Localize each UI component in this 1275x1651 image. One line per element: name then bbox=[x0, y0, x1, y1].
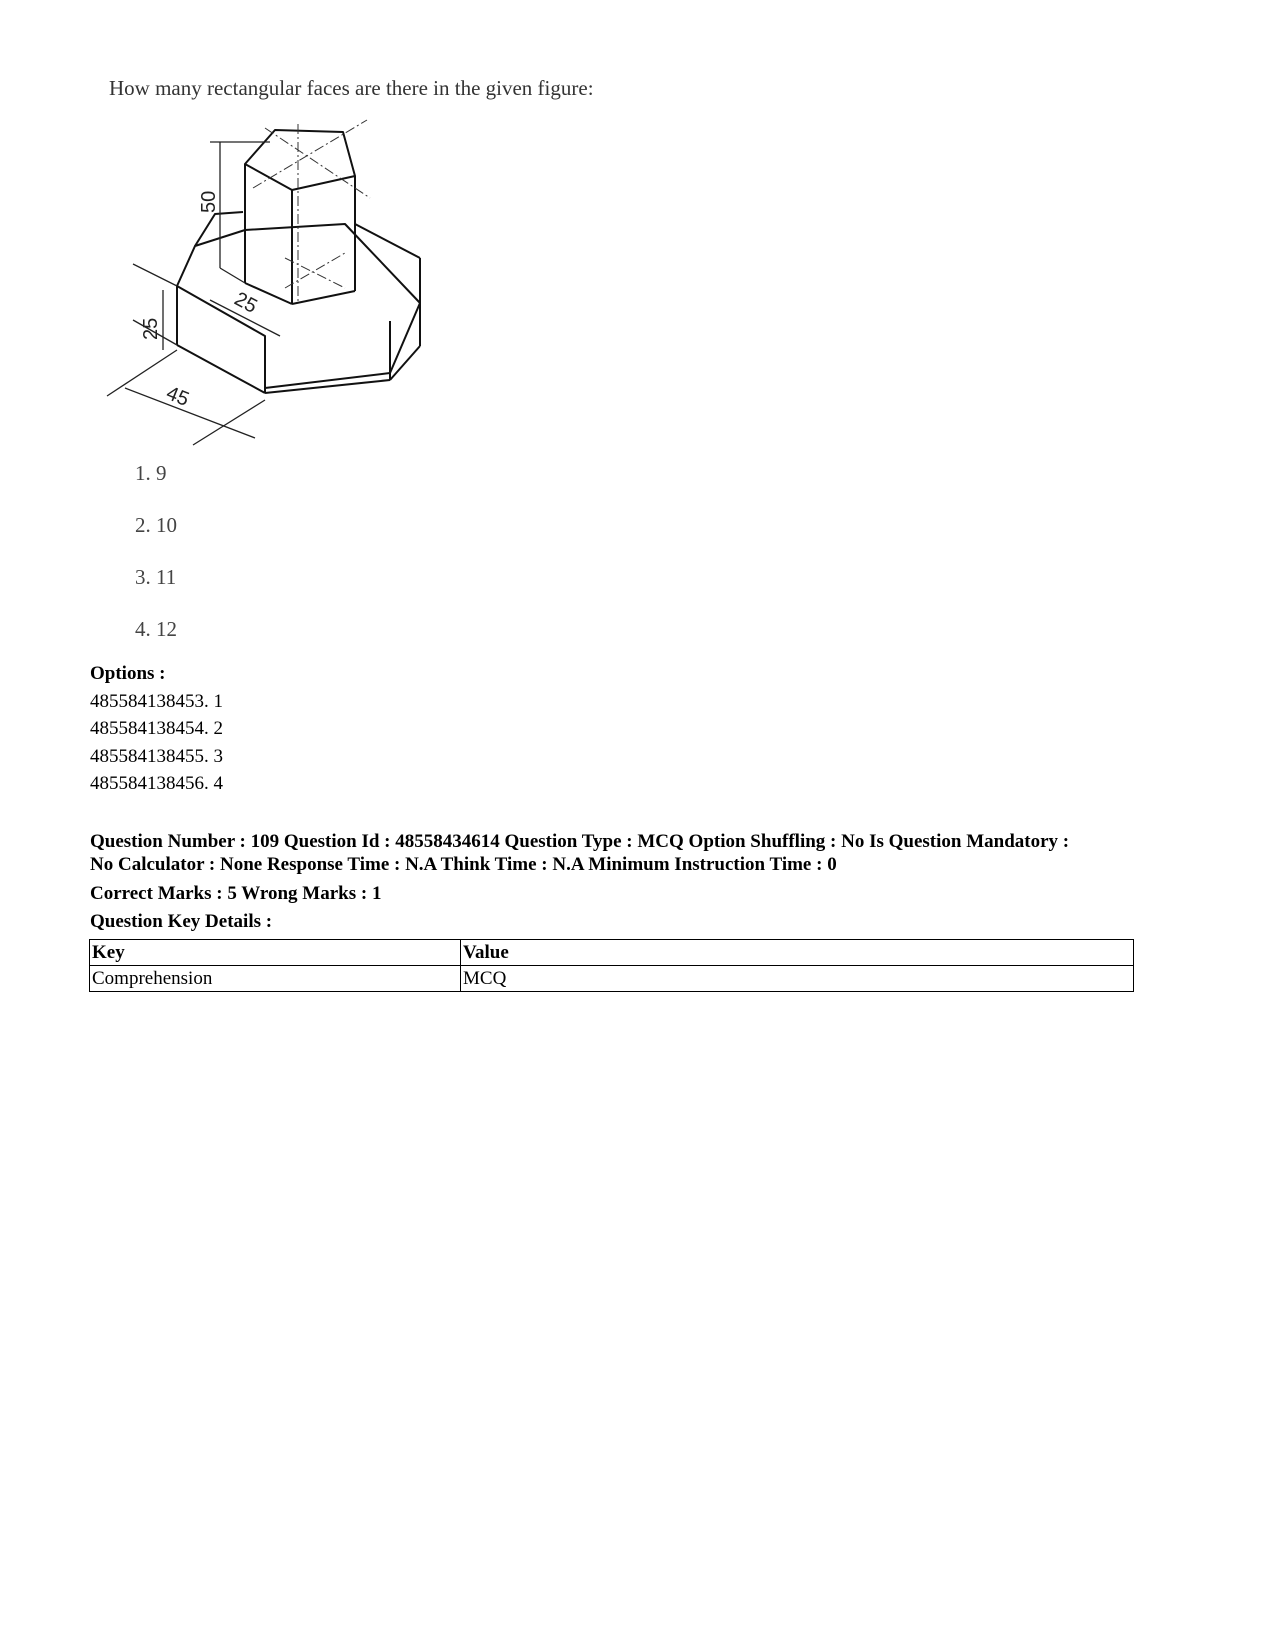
base-edge bbox=[177, 345, 265, 393]
choice-4: 4. 12 bbox=[135, 617, 177, 641]
table-header-value: Value bbox=[461, 940, 1134, 966]
options-title: Options : bbox=[90, 663, 166, 684]
center-line bbox=[285, 258, 345, 288]
isometric-figure bbox=[105, 118, 445, 453]
base-back-edge bbox=[355, 224, 420, 258]
option-item: 485584138455. 3 bbox=[90, 745, 223, 767]
dimension-label: 45 bbox=[163, 382, 192, 411]
table-header-key: Key bbox=[90, 940, 461, 966]
extension-line bbox=[133, 264, 177, 286]
prism-edge bbox=[292, 291, 355, 304]
dimension-label: 25 bbox=[230, 287, 261, 318]
base-prism-top bbox=[177, 224, 420, 388]
table-cell-value: MCQ bbox=[461, 966, 1134, 992]
key-details-table bbox=[89, 939, 1134, 992]
question-image bbox=[105, 68, 665, 668]
meta-line-2: No Calculator : None Response Time : N.A Think Time : N.A Minimum Instruction Time : 0 bbox=[90, 853, 837, 875]
option-item: 485584138454. 2 bbox=[90, 718, 223, 739]
base-back-edge bbox=[195, 212, 243, 246]
option-item: 485584138453. 1 bbox=[90, 690, 223, 712]
extension-line bbox=[107, 350, 177, 396]
marks-line: Correct Marks : 5 Wrong Marks : 1 bbox=[90, 883, 382, 904]
meta-line-1: Question Number : 109 Question Id : 48558434614 Question Type : MCQ Option Shuffling : No Is Question Mandatory : bbox=[90, 831, 1070, 852]
question-text: How many rectangular faces are there in the given figure: bbox=[109, 76, 594, 100]
table-row bbox=[90, 966, 1134, 992]
extension-line bbox=[220, 268, 245, 283]
choice-2: 2. 10 bbox=[135, 513, 177, 537]
dimension-label: 50 bbox=[198, 190, 220, 213]
table-cell-key: Comprehension bbox=[90, 966, 461, 992]
question-meta bbox=[90, 831, 1250, 876]
options-list bbox=[90, 660, 223, 798]
table-header-row bbox=[90, 940, 1134, 966]
option-item: 485584138456. 4 bbox=[90, 773, 223, 794]
choice-3: 3. 11 bbox=[135, 565, 177, 589]
key-details-title: Question Key Details : bbox=[90, 911, 273, 932]
choice-1: 1. 9 bbox=[135, 461, 167, 485]
dimension-label: 25 bbox=[140, 317, 162, 340]
center-line bbox=[285, 253, 345, 288]
